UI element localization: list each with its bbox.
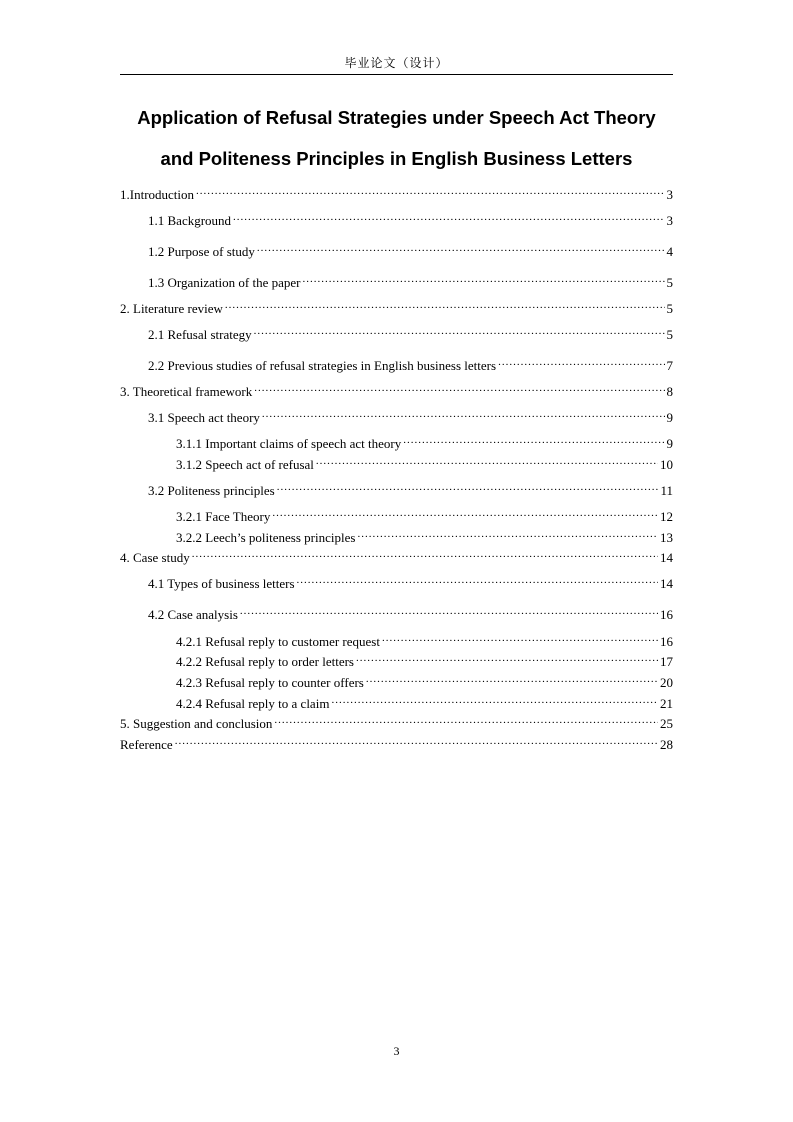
toc-entry-page: 5 xyxy=(666,301,673,316)
toc-entry-page: 12 xyxy=(660,509,673,524)
toc-entry-label: 4.1 Types of business letters xyxy=(148,576,295,591)
toc-entry-label: 2.1 Refusal strategy xyxy=(148,327,252,342)
toc-entry-counter-offers[interactable] xyxy=(176,671,673,690)
toc-entry-page: 28 xyxy=(660,737,673,752)
toc-entry-label: 4.2 Case analysis xyxy=(148,607,238,622)
toc-entry-page: 16 xyxy=(660,634,673,649)
toc-entry-label: Reference xyxy=(120,737,173,752)
toc-entry-page: 7 xyxy=(666,358,673,373)
toc-entry-label: 3.1 Speech act theory xyxy=(148,410,260,425)
toc-entry-claim[interactable] xyxy=(176,692,673,711)
toc-leader-dots xyxy=(498,354,664,370)
toc-entry-page: 13 xyxy=(660,530,673,545)
toc-entry-face-theory[interactable] xyxy=(176,505,673,524)
toc-entry-label: 3.2 Politeness principles xyxy=(148,483,275,498)
toc-leader-dots xyxy=(196,183,664,199)
toc-entry-theoretical-framework[interactable] xyxy=(120,380,673,399)
toc-leader-dots xyxy=(382,630,658,646)
toc-entry-important-claims[interactable] xyxy=(176,432,673,451)
toc-entry-label: 3.1.1 Important claims of speech act theory xyxy=(176,436,402,451)
toc-entry-label: 1.2 Purpose of study xyxy=(148,244,255,259)
toc-leader-dots xyxy=(277,479,659,495)
toc-entry-page: 5 xyxy=(666,275,673,290)
toc-entry-organization[interactable] xyxy=(148,271,673,290)
toc-leader-dots xyxy=(254,380,664,396)
toc-entry-page: 9 xyxy=(666,410,673,425)
toc-entry-case-analysis[interactable] xyxy=(148,603,673,622)
toc-entry-literature-review[interactable] xyxy=(120,297,673,316)
toc-entry-label: 3.2.2 Leech’s politeness principles xyxy=(176,530,356,545)
toc-leader-dots xyxy=(356,650,658,666)
toc-leader-dots xyxy=(272,505,658,521)
toc-entry-label: 2. Literature review xyxy=(120,301,223,316)
toc-leader-dots xyxy=(403,432,664,448)
toc-entry-speech-act-theory[interactable] xyxy=(148,406,673,425)
toc-entry-refusal-strategy[interactable] xyxy=(148,323,673,342)
toc-entry-label: 3.1.2 Speech act of refusal xyxy=(176,457,314,472)
toc-entry-label: 4.2.4 Refusal reply to a claim xyxy=(176,696,330,711)
toc-entry-order-letters[interactable] xyxy=(176,650,673,669)
toc-entry-page: 9 xyxy=(666,436,673,451)
page-header: 毕业论文（设计） xyxy=(344,56,449,70)
toc-entry-background[interactable] xyxy=(148,209,673,228)
toc-leader-dots xyxy=(233,209,664,225)
toc-entry-page: 4 xyxy=(666,244,673,259)
toc-leader-dots xyxy=(192,546,658,562)
toc-entry-label: 3. Theoretical framework xyxy=(120,384,253,399)
toc-entry-label: 3.2.1 Face Theory xyxy=(176,509,271,524)
toc-leader-dots xyxy=(240,603,658,619)
toc-entry-suggestion-conclusion[interactable] xyxy=(120,712,673,731)
toc-leader-dots xyxy=(175,733,658,749)
toc-entry-label: 5. Suggestion and conclusion xyxy=(120,716,273,731)
toc-leader-dots xyxy=(302,271,664,287)
toc-entry-page: 21 xyxy=(660,696,673,711)
toc-entry-label: 1.1 Background xyxy=(148,213,232,228)
toc-leader-dots xyxy=(274,712,658,728)
toc-entry-page: 3 xyxy=(666,187,673,202)
toc-leader-dots xyxy=(366,671,658,687)
document-title-line-1: Application of Refusal Strategies under Speech Act Theory xyxy=(137,107,656,128)
toc-leader-dots xyxy=(257,240,665,256)
toc-leader-dots xyxy=(316,453,658,469)
toc-leader-dots xyxy=(254,323,665,339)
toc-entry-customer-request[interactable] xyxy=(176,630,673,649)
toc-leader-dots xyxy=(331,692,658,708)
toc-entry-page: 5 xyxy=(666,327,673,342)
toc-entry-label: 2.2 Previous studies of refusal strategies in English business letters xyxy=(148,358,497,373)
toc-leader-dots xyxy=(357,526,658,542)
toc-entry-types-of-business-letters[interactable] xyxy=(148,572,673,591)
toc-entry-page: 3 xyxy=(666,213,673,228)
toc-entry-previous-studies[interactable] xyxy=(148,354,673,373)
toc-entry-page: 11 xyxy=(660,483,673,498)
page-number: 3 xyxy=(393,1044,400,1058)
toc-entry-page: 10 xyxy=(660,457,673,472)
toc-entry-label: 4.2.2 Refusal reply to order letters xyxy=(176,654,354,669)
toc-leader-dots xyxy=(262,406,665,422)
toc-entry-speech-act-of-refusal[interactable] xyxy=(176,453,673,472)
toc-entry-page: 20 xyxy=(660,675,673,690)
toc-entry-page: 8 xyxy=(666,384,673,399)
toc-entry-label: 4.2.1 Refusal reply to customer request xyxy=(176,634,380,649)
toc-entry-page: 14 xyxy=(660,576,673,591)
toc-entry-politeness-principles[interactable] xyxy=(148,479,673,498)
toc-entry-page: 17 xyxy=(660,654,673,669)
document-title-line-2: and Politeness Principles in English Business Letters xyxy=(160,148,633,169)
toc-entry-page: 14 xyxy=(660,550,673,565)
toc-entry-page: 16 xyxy=(660,607,673,622)
toc-entry-introduction[interactable] xyxy=(120,183,673,202)
toc-entry-purpose-of-study[interactable] xyxy=(148,240,673,259)
toc-entry-case-study[interactable] xyxy=(120,546,673,565)
toc-leader-dots xyxy=(297,572,658,588)
toc-leader-dots xyxy=(225,297,665,313)
toc-entry-label: 1.Introduction xyxy=(120,187,195,202)
toc-entry-label: 4. Case study xyxy=(120,550,190,565)
toc-entry-label: 1.3 Organization of the paper xyxy=(148,275,301,290)
toc-entry-label: 4.2.3 Refusal reply to counter offers xyxy=(176,675,364,690)
toc-entry-leech-politeness[interactable] xyxy=(176,526,673,545)
toc-entry-page: 25 xyxy=(660,716,673,731)
toc-entry-reference[interactable] xyxy=(120,733,673,752)
